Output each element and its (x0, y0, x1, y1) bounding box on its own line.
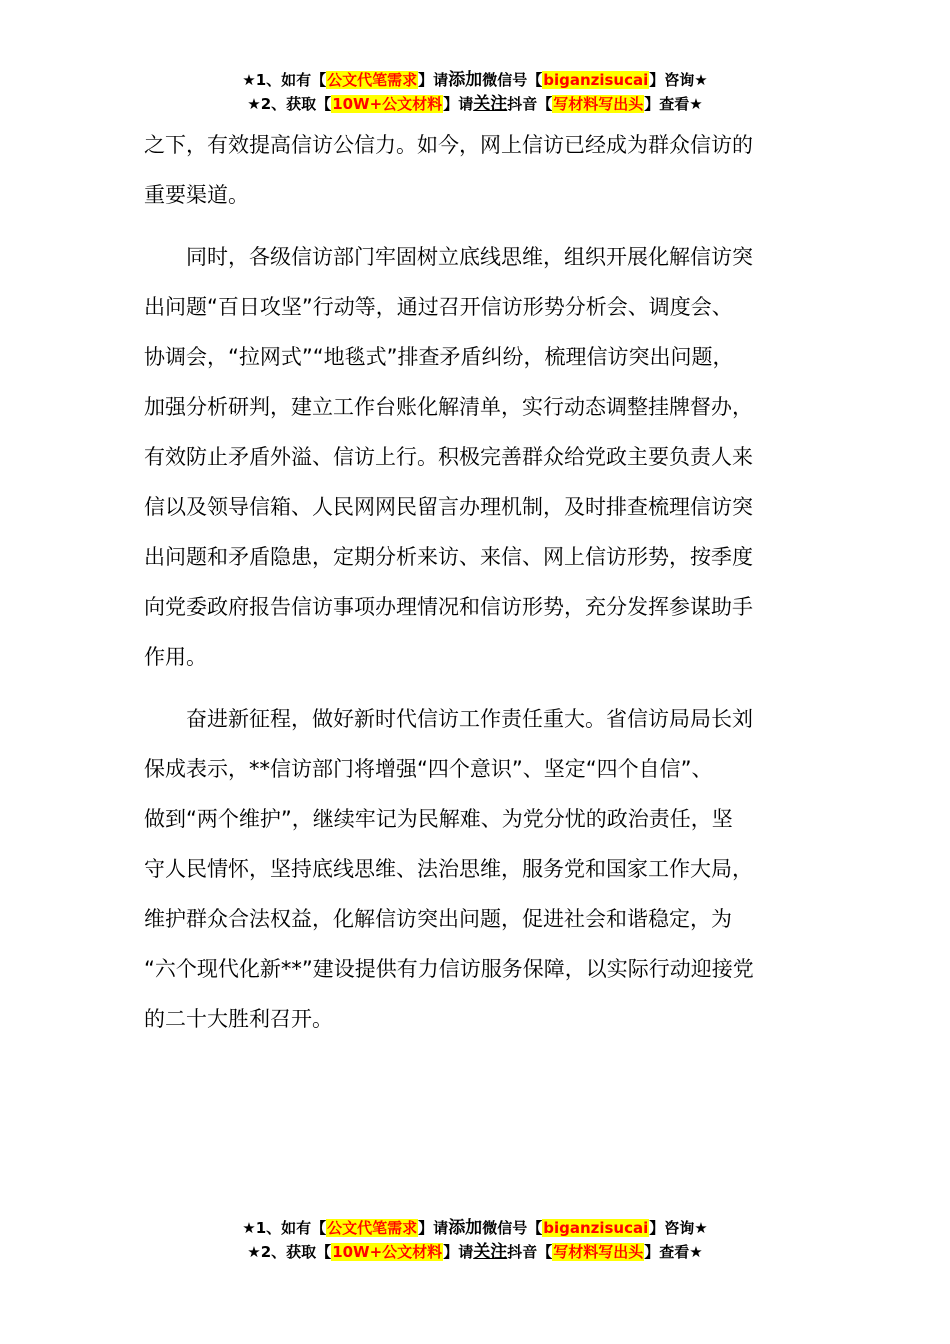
text-line: 守人民情怀，坚持底线思维、法治思维，服务党和国家工作大局， (144, 857, 753, 881)
promo-highlight: 10W+公文材料 (332, 95, 443, 113)
footer-promo-banner (0, 1216, 950, 1264)
text-line: 同时，各级信访部门牢固树立底线思维，组织开展化解信访突 (144, 245, 753, 269)
promo-highlight: 10W+公文材料 (332, 1243, 443, 1261)
text-line: 奋进新征程，做好新时代信访工作责任重大。省信访局局长刘 (144, 707, 753, 731)
text-line: 向党委政府报告信访事项办理情况和信访形势，充分发挥参谋助手 (144, 595, 753, 619)
text-line: 重要渠道。 (144, 183, 249, 207)
text-line: 出问题和矛盾隐患，定期分析来访、来信、网上信访形势，按季度 (144, 545, 753, 569)
text-line: 有效防止矛盾外溢、信访上行。积极完善群众给党政主要负责人来 (144, 445, 753, 469)
text-line: 之下，有效提高信访公信力。如今，网上信访已经成为群众信访的 (144, 133, 753, 157)
promo-highlight: 公文代笔需求 (327, 71, 418, 89)
promo-line-2: ★2、获取【10W+公文材料】请关注抖音【写材料写出头】查看★ (247, 1242, 703, 1262)
text-line: 做到“两个维护”，继续牢记为民解难、为党分忧的政治责任，坚 (144, 807, 733, 831)
text-line: 维护群众合法权益，化解信访突出问题，促进社会和谐稳定，为 (144, 907, 732, 931)
paragraph (144, 694, 814, 1044)
header-promo-banner (0, 68, 950, 116)
promo-highlight: 公文代笔需求 (327, 1219, 418, 1237)
text-line: 作用。 (144, 645, 207, 669)
text-line: 信以及领导信箱、人民网网民留言办理机制，及时排查梳理信访突 (144, 495, 753, 519)
promo-line-1: ★1、如有【公文代笔需求】请添加微信号【biganzisucai】咨询★ (242, 1218, 708, 1238)
promo-wechat-id: biganzisucai (543, 1219, 649, 1237)
text-line: “六个现代化新**”建设提供有力信访服务保障，以实际行动迎接党 (144, 957, 754, 981)
text-line: 保成表示，**信访部门将增强“四个意识”、坚定“四个自信”、 (144, 757, 713, 781)
text-line: 出问题“百日攻坚”行动等，通过召开信访形势分析会、调度会、 (144, 295, 733, 319)
text-line: 加强分析研判，建立工作台账化解清单，实行动态调整挂牌督办， (144, 395, 753, 419)
text-line: 的二十大胜利召开。 (144, 1007, 333, 1031)
promo-line-1: ★1、如有【公文代笔需求】请添加微信号【biganzisucai】咨询★ (242, 70, 708, 90)
paragraph (144, 232, 814, 682)
paragraph (144, 120, 814, 220)
document-body (144, 120, 814, 1044)
text-line: 协调会，“拉网式”“地毯式”排查矛盾纠纷，梳理信访突出问题， (144, 345, 734, 369)
promo-douyin-account: 写材料写出头 (553, 95, 644, 113)
promo-line-2: ★2、获取【10W+公文材料】请关注抖音【写材料写出头】查看★ (247, 94, 703, 114)
promo-wechat-id: biganzisucai (543, 71, 649, 89)
promo-douyin-account: 写材料写出头 (553, 1243, 644, 1261)
